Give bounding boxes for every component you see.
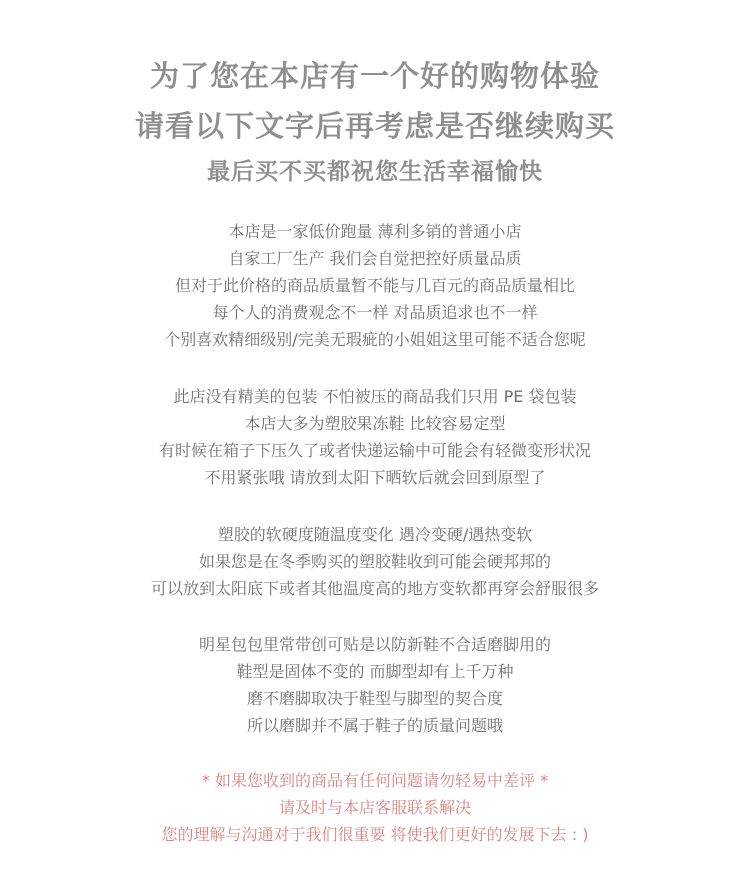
notice-line: 请及时与本店客服联系解决 (278, 798, 471, 817)
headline-shopping-experience: 为了您在本店有一个好的购物体验 (149, 59, 600, 93)
text-line: 本店大多为塑胶果冻鞋 比较容易定型 (244, 414, 506, 433)
section-fit (0, 631, 750, 739)
headline-read-before-buying: 请看以下文字后再考虑是否继续购买 (134, 109, 615, 143)
text-line: 如果您是在冬季购买的塑胶鞋收到可能会硬邦邦的 (198, 552, 551, 571)
text-line: 不用紧张哦 请放到太阳下晒软后就会回到原型了 (204, 468, 546, 487)
headline-best-wishes: 最后买不买都祝您生活幸福愉快 (207, 159, 543, 185)
text-line: 此店没有精美的包装 不怕被压的商品我们只用 PE 袋包装 (173, 387, 577, 406)
text-line: 有时候在箱子下压久了或者快递运输中可能会有轻微变形状况 (158, 441, 591, 460)
text-line: 所以磨脚并不属于鞋子的质量问题哦 (246, 716, 503, 735)
notice-line: * 如果您收到的商品有任何问题请勿轻易中差评 * (201, 771, 549, 790)
text-line: 磨不磨脚取决于鞋型与脚型的契合度 (246, 689, 503, 708)
text-line: 每个人的消费观念不一样 对品质追求也不一样 (212, 303, 538, 322)
section-temperature (0, 521, 750, 602)
text-line: 本店是一家低价跑量 薄利多销的普通小店 (228, 222, 522, 241)
text-line: 明星包包里常带创可贴是以防新鞋不合适磨脚用的 (198, 635, 551, 654)
text-line: 鞋型是固体不变的 而脚型却有上千万种 (236, 662, 514, 681)
text-line: 自家工厂生产 我们会自觉把控好质量品质 (228, 249, 522, 268)
section-contact-notice (0, 767, 750, 848)
section-shop-intro (0, 218, 750, 353)
section-packaging (0, 383, 750, 491)
text-line: 塑胶的软硬度随温度变化 遇冷变硬/遇热变软 (217, 525, 533, 544)
text-line: 但对于此价格的商品质量暂不能与几百元的商品质量相比 (174, 276, 575, 295)
notice-line: 您的理解与沟通对于我们很重要 将使我们更好的发展下去 : ) (161, 825, 589, 844)
text-line: 可以放到太阳底下或者其他温度高的地方变软都再穿会舒服很多 (150, 579, 599, 598)
text-line: 个别喜欢精细级别/完美无瑕疵的小姐姐这里可能不适合您呢 (164, 330, 586, 349)
